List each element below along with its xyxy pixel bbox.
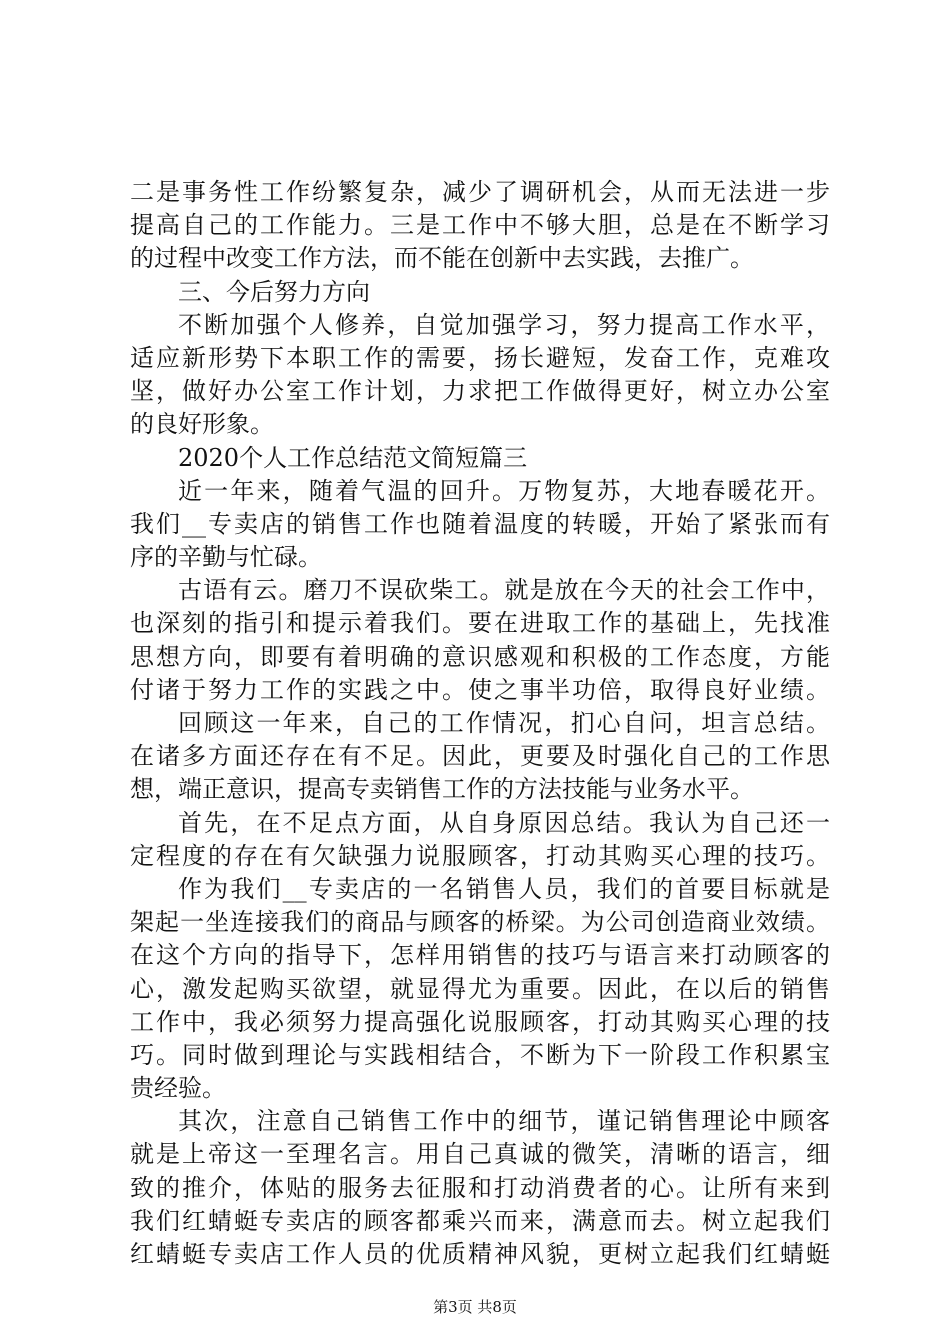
section-heading: 三、今后努力方向 xyxy=(178,277,370,306)
text-line: 红蜻蜓专卖店工作人员的优质精神风貌，更树立起我们红蜻蜓 xyxy=(130,1240,830,1268)
text-line: 二是事务性工作纷繁复杂，减少了调研机会，从而无法进一步 xyxy=(130,178,830,206)
text-line: 也深刻的指引和提示着我们。要在进取工作的基础上，先找准 xyxy=(130,609,830,638)
text-line: 提高自己的工作能力。三是工作中不够大胆，总是在不断学习 xyxy=(130,211,830,240)
text-line: 我们__专卖店的销售工作也随着温度的转暖，开始了紧张而有 xyxy=(130,509,830,538)
section-title: 2020个人工作总结范文简短篇三 xyxy=(178,443,528,472)
text-line: 工作中，我必须努力提高强化说服顾客，打动其购买心理的技 xyxy=(130,1007,830,1036)
text-line: 想，端正意识，提高专卖销售工作的方法技能与业务水平。 xyxy=(130,775,754,804)
text-line: 架起一坐连接我们的商品与顾客的桥梁。为公司创造商业效绩。 xyxy=(130,908,830,937)
text-line: 回顾这一年来，自己的工作情况，扪心自问，坦言总结。 xyxy=(178,709,830,737)
text-line: 其次，注意自己销售工作中的细节，谨记销售理论中顾客 xyxy=(178,1107,830,1136)
text-line: 序的辛勤与忙碌。 xyxy=(130,543,322,572)
text-line: 作为我们__专卖店的一名销售人员，我们的首要目标就是 xyxy=(178,874,830,903)
text-line: 不断加强个人修养，自觉加强学习，努力提高工作水平， xyxy=(178,310,830,339)
text-line: 古语有云。磨刀不误砍柴工。就是放在今天的社会工作中， xyxy=(178,576,830,605)
page-number: 第3页 共8页 xyxy=(433,1298,517,1316)
text-line: 致的推介，体贴的服务去征服和打动消费者的心。让所有来到 xyxy=(130,1173,830,1202)
text-line: 在这个方向的指导下，怎样用销售的技巧与语言来打动顾客的 xyxy=(130,941,830,970)
text-line: 适应新形势下本职工作的需要，扬长避短，发奋工作，克难攻 xyxy=(130,343,830,372)
text-line: 的良好形象。 xyxy=(130,410,274,439)
text-line: 我们红蜻蜓专卖店的顾客都乘兴而来，满意而去。树立起我们 xyxy=(130,1206,830,1235)
text-line: 的过程中改变工作方法，而不能在创新中去实践，去推广。 xyxy=(130,244,754,273)
text-line: 坚，做好办公室工作计划，力求把工作做得更好，树立办公室 xyxy=(130,377,830,406)
text-line: 就是上帝这一至理名言。用自己真诚的微笑，清晰的语言，细 xyxy=(130,1140,830,1169)
text-line: 在诸多方面还存在有不足。因此，更要及时强化自己的工作思 xyxy=(130,742,830,771)
text-line: 贵经验。 xyxy=(130,1074,226,1103)
text-line: 心，激发起购买欲望，就显得尤为重要。因此，在以后的销售 xyxy=(130,974,830,1003)
document-body xyxy=(130,176,830,1271)
text-line: 思想方向，即要有着明确的意识感观和积极的工作态度，方能 xyxy=(130,642,830,671)
text-line: 近一年来，随着气温的回升。万物复苏，大地春暖花开。 xyxy=(178,476,830,505)
text-line: 付诸于努力工作的实践之中。使之事半功倍，取得良好业绩。 xyxy=(130,675,830,704)
text-line: 定程度的存在有欠缺强力说服顾客，打动其购买心理的技巧。 xyxy=(130,841,830,870)
text-line: 巧。同时做到理论与实践相结合，不断为下一阶段工作积累宝 xyxy=(130,1040,830,1069)
text-line: 首先，在不足点方面，从自身原因总结。我认为自己还一 xyxy=(178,808,830,837)
